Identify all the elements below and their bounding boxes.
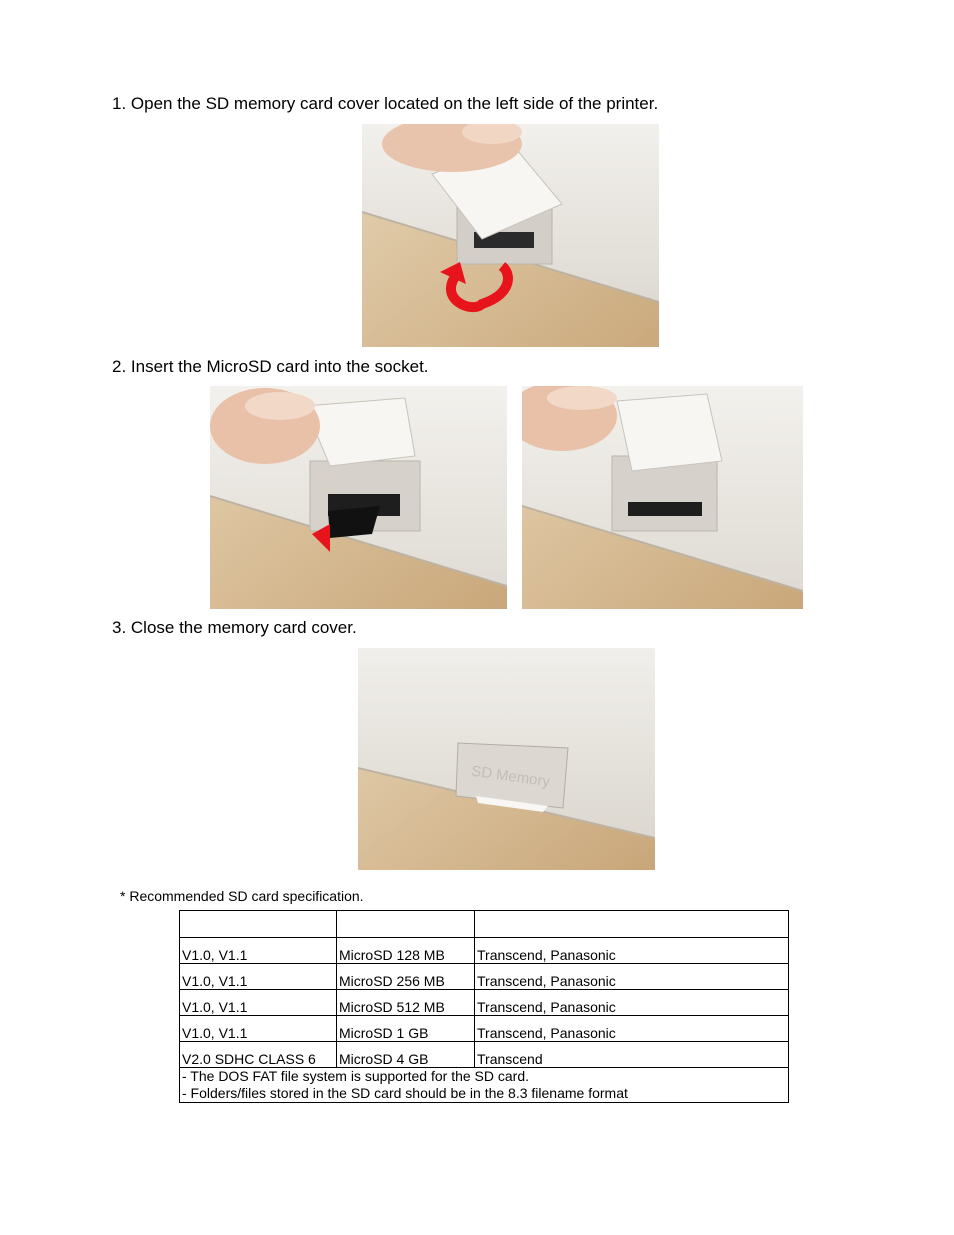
- cover-label: SD Memory: [470, 762, 552, 791]
- table-row: [180, 1016, 789, 1042]
- table-footer-row: [180, 1068, 789, 1103]
- step-2-photo-seated: [522, 386, 803, 609]
- step-3-photo: [358, 648, 655, 870]
- card-cell: MicroSD 512 MB: [337, 990, 475, 1016]
- version-cell: V1.0, V1.1: [180, 938, 337, 964]
- card-cell: MicroSD 4 GB: [337, 1042, 475, 1068]
- card-cell: MicroSD 1 GB: [337, 1016, 475, 1042]
- step-2-photo-insert: [210, 386, 507, 609]
- step-1-text: 1. Open the SD memory card cover located on the left side of the printer.: [112, 94, 659, 113]
- brand-cell: Transcend, Panasonic: [475, 938, 789, 964]
- brand-cell: Transcend, Panasonic: [475, 1016, 789, 1042]
- version-cell: V1.0, V1.1: [180, 1016, 337, 1042]
- table-row: [180, 990, 789, 1016]
- header-cell: [475, 911, 789, 938]
- header-cell: [180, 911, 337, 938]
- step-2-text: 2. Insert the MicroSD card into the socket.: [112, 357, 429, 376]
- step-1-photo: [362, 124, 659, 347]
- version-cell: V2.0 SDHC CLASS 6: [180, 1042, 337, 1068]
- card-cell: MicroSD 128 MB: [337, 938, 475, 964]
- version-cell: V1.0, V1.1: [180, 964, 337, 990]
- table-footer-note: [180, 1068, 789, 1103]
- brand-cell: Transcend, Panasonic: [475, 964, 789, 990]
- footer-line-filename: - Folders/files stored in the SD card should be in the 8.3 filename format: [182, 1085, 628, 1101]
- footer-line-fat: - The DOS FAT file system is supported for the SD card.: [182, 1068, 530, 1084]
- brand-cell: Transcend, Panasonic: [475, 990, 789, 1016]
- step-3-text: 3. Close the memory card cover.: [112, 618, 357, 637]
- spec-note: * Recommended SD card specification.: [120, 888, 364, 904]
- card-cell: MicroSD 256 MB: [337, 964, 475, 990]
- header-cell: [337, 911, 475, 938]
- table-row: [180, 1042, 789, 1068]
- spec-table: [179, 910, 789, 1103]
- version-cell: V1.0, V1.1: [180, 990, 337, 1016]
- table-row: [180, 938, 789, 964]
- table-header-row: [180, 911, 789, 938]
- table-row: [180, 964, 789, 990]
- brand-cell: Transcend: [475, 1042, 789, 1068]
